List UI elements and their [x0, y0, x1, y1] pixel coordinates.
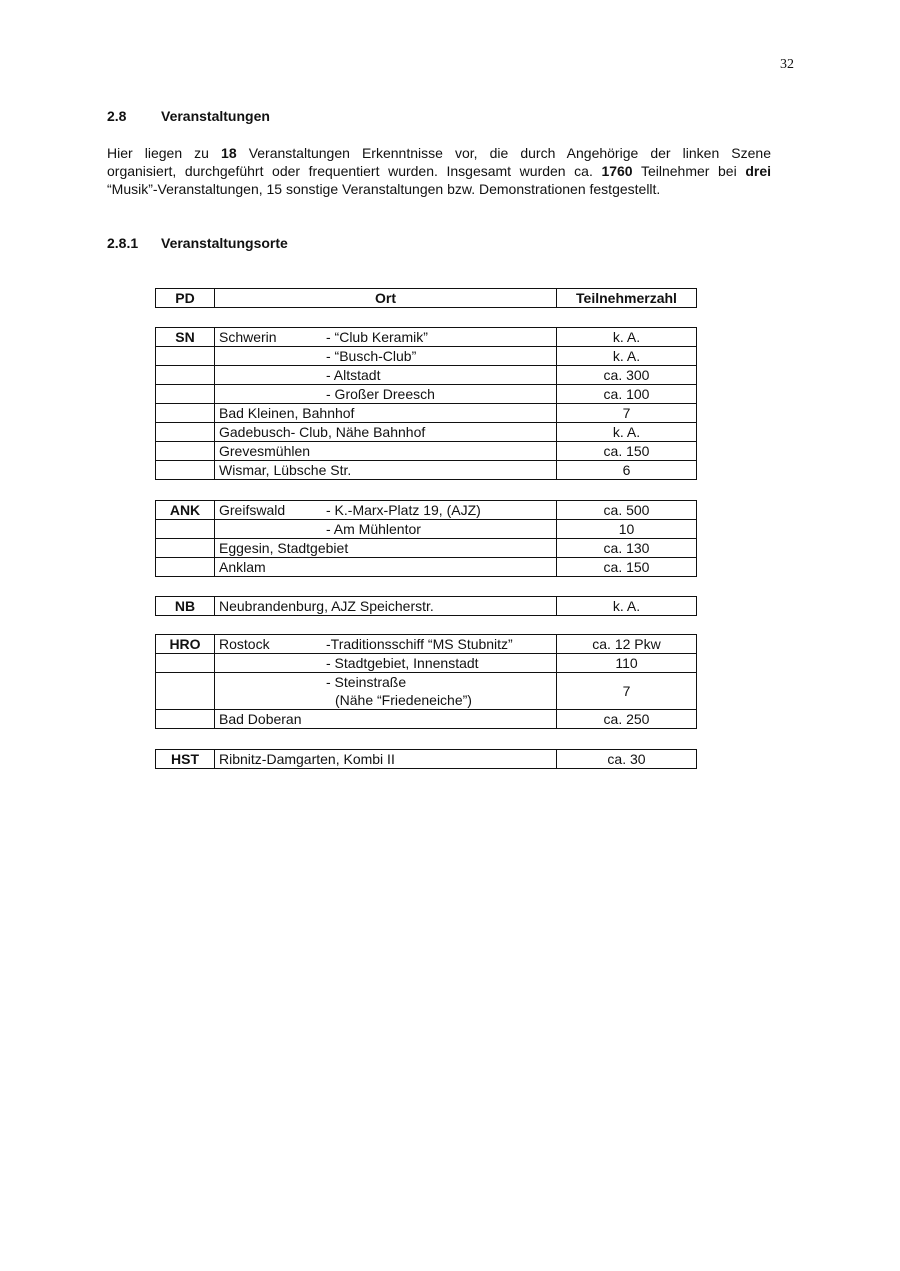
pd-cell [156, 539, 215, 558]
ort-cell [215, 366, 557, 385]
pd-cell [156, 423, 215, 442]
subsection-number: 2.8.1 [107, 235, 139, 251]
group-table-sn [155, 327, 697, 480]
intro-text: Hier liegen zu [107, 145, 222, 161]
table-row [156, 520, 697, 539]
intro-bold-count: 18 [221, 145, 237, 161]
table-row [156, 328, 697, 347]
sub-location-text: - K.-Marx-Platz 19, (AJZ) [326, 502, 481, 518]
value-cell: 6 [557, 461, 697, 480]
group-table-ank [155, 500, 697, 577]
group-table-hst [155, 749, 697, 769]
value-cell: ca. 12 Pkw [557, 635, 697, 654]
intro-bold-three: drei [745, 163, 771, 179]
ort-cell [215, 673, 557, 710]
ort-cell: Bad Doberan [215, 710, 557, 729]
pd-cell: SN [156, 328, 215, 347]
table-row [156, 423, 697, 442]
city-text: Greifswald [219, 502, 286, 518]
ort-cell: Wismar, Lübsche Str. [215, 461, 557, 480]
table-header [155, 288, 697, 308]
subsection-heading [107, 235, 288, 251]
table-row [156, 558, 697, 577]
table-row [156, 597, 697, 616]
value-cell: k. A. [557, 347, 697, 366]
table-row [156, 750, 697, 769]
table-row [156, 539, 697, 558]
pd-cell [156, 520, 215, 539]
value-cell: ca. 150 [557, 558, 697, 577]
pd-cell [156, 654, 215, 673]
page-number: 32 [780, 57, 794, 72]
pd-cell [156, 710, 215, 729]
value-cell: ca. 100 [557, 385, 697, 404]
sub-location-text: - “Club Keramik” [326, 329, 428, 345]
pd-cell: HST [156, 750, 215, 769]
value-cell: k. A. [557, 328, 697, 347]
table-row [156, 635, 697, 654]
table-row [156, 366, 697, 385]
value-cell: 10 [557, 520, 697, 539]
value-cell: ca. 250 [557, 710, 697, 729]
intro-line-1 [107, 144, 771, 162]
value-cell: k. A. [557, 597, 697, 616]
city-text: Rostock [219, 636, 270, 652]
ort-cell: Eggesin, Stadtgebiet [215, 539, 557, 558]
sub-location-text: -Traditionsschiff “MS Stubnitz” [326, 636, 513, 652]
pd-cell [156, 442, 215, 461]
ort-cell: Ribnitz-Damgarten, Kombi II [215, 750, 557, 769]
pd-cell [156, 366, 215, 385]
pd-cell: HRO [156, 635, 215, 654]
sub-location-note: (Nähe “Friedeneiche”) [335, 692, 472, 708]
group-table-nb [155, 596, 697, 616]
intro-bold-participants: 1760 [601, 163, 633, 179]
table-row [156, 385, 697, 404]
pd-cell [156, 347, 215, 366]
value-cell: k. A. [557, 423, 697, 442]
sub-location-text: - Altstadt [326, 367, 381, 383]
sub-location-text: - Am Mühlentor [326, 521, 421, 537]
pd-cell [156, 385, 215, 404]
ort-cell: Neubrandenburg, AJZ Speicherstr. [215, 597, 557, 616]
ort-cell: Gadebusch- Club, Nähe Bahnhof [215, 423, 557, 442]
section-number: 2.8 [107, 108, 127, 124]
ort-cell [215, 520, 557, 539]
table-row [156, 404, 697, 423]
sub-location-text: - Steinstraße [326, 674, 407, 690]
pd-cell [156, 404, 215, 423]
ort-cell [215, 328, 557, 347]
intro-text: Teilnehmer bei [632, 163, 746, 179]
sub-location-text: - Stadtgebiet, Innenstadt [326, 655, 479, 671]
intro-text: Veranstaltungen Erkenntnisse vor, die durch Angehörige der linken Szene [236, 145, 772, 161]
table-row [156, 461, 697, 480]
value-cell: ca. 300 [557, 366, 697, 385]
intro-line-2 [107, 162, 771, 180]
ort-cell [215, 501, 557, 520]
table-row [156, 654, 697, 673]
ort-cell [215, 347, 557, 366]
ort-cell [215, 635, 557, 654]
section-title: Veranstaltungen [161, 108, 270, 124]
table-row [156, 710, 697, 729]
pd-cell: ANK [156, 501, 215, 520]
table-row [156, 673, 697, 710]
ort-cell: Bad Kleinen, Bahnhof [215, 404, 557, 423]
ort-cell [215, 385, 557, 404]
intro-text: organisiert, durchgeführt oder frequentiert wurden. Insgesamt wurden ca. [107, 163, 602, 179]
pd-cell [156, 558, 215, 577]
group-table-hro [155, 634, 697, 729]
intro-paragraph [107, 144, 771, 198]
pd-cell [156, 461, 215, 480]
table-row [156, 442, 697, 461]
ort-cell: Anklam [215, 558, 557, 577]
sub-location-text: - Großer Dreesch [326, 386, 435, 402]
table-row [156, 501, 697, 520]
ort-cell [215, 654, 557, 673]
pd-cell: NB [156, 597, 215, 616]
value-cell: ca. 130 [557, 539, 697, 558]
value-cell: ca. 500 [557, 501, 697, 520]
pd-cell [156, 673, 215, 710]
subsection-title: Veranstaltungsorte [161, 235, 288, 251]
table-row [156, 347, 697, 366]
header-teilnehmerzahl: Teilnehmerzahl [557, 289, 697, 308]
city-text: Schwerin [219, 329, 277, 345]
value-cell: ca. 150 [557, 442, 697, 461]
section-heading [107, 108, 270, 124]
ort-cell: Grevesmühlen [215, 442, 557, 461]
header-ort: Ort [215, 289, 557, 308]
value-cell: 110 [557, 654, 697, 673]
header-pd: PD [156, 289, 215, 308]
value-cell: 7 [557, 673, 697, 710]
value-cell: 7 [557, 404, 697, 423]
value-cell: ca. 30 [557, 750, 697, 769]
intro-line-3: “Musik”-Veranstaltungen, 15 sonstige Veranstaltungen bzw. Demonstrationen festgestellt. [107, 181, 661, 197]
sub-location-text: - “Busch-Club” [326, 348, 417, 364]
